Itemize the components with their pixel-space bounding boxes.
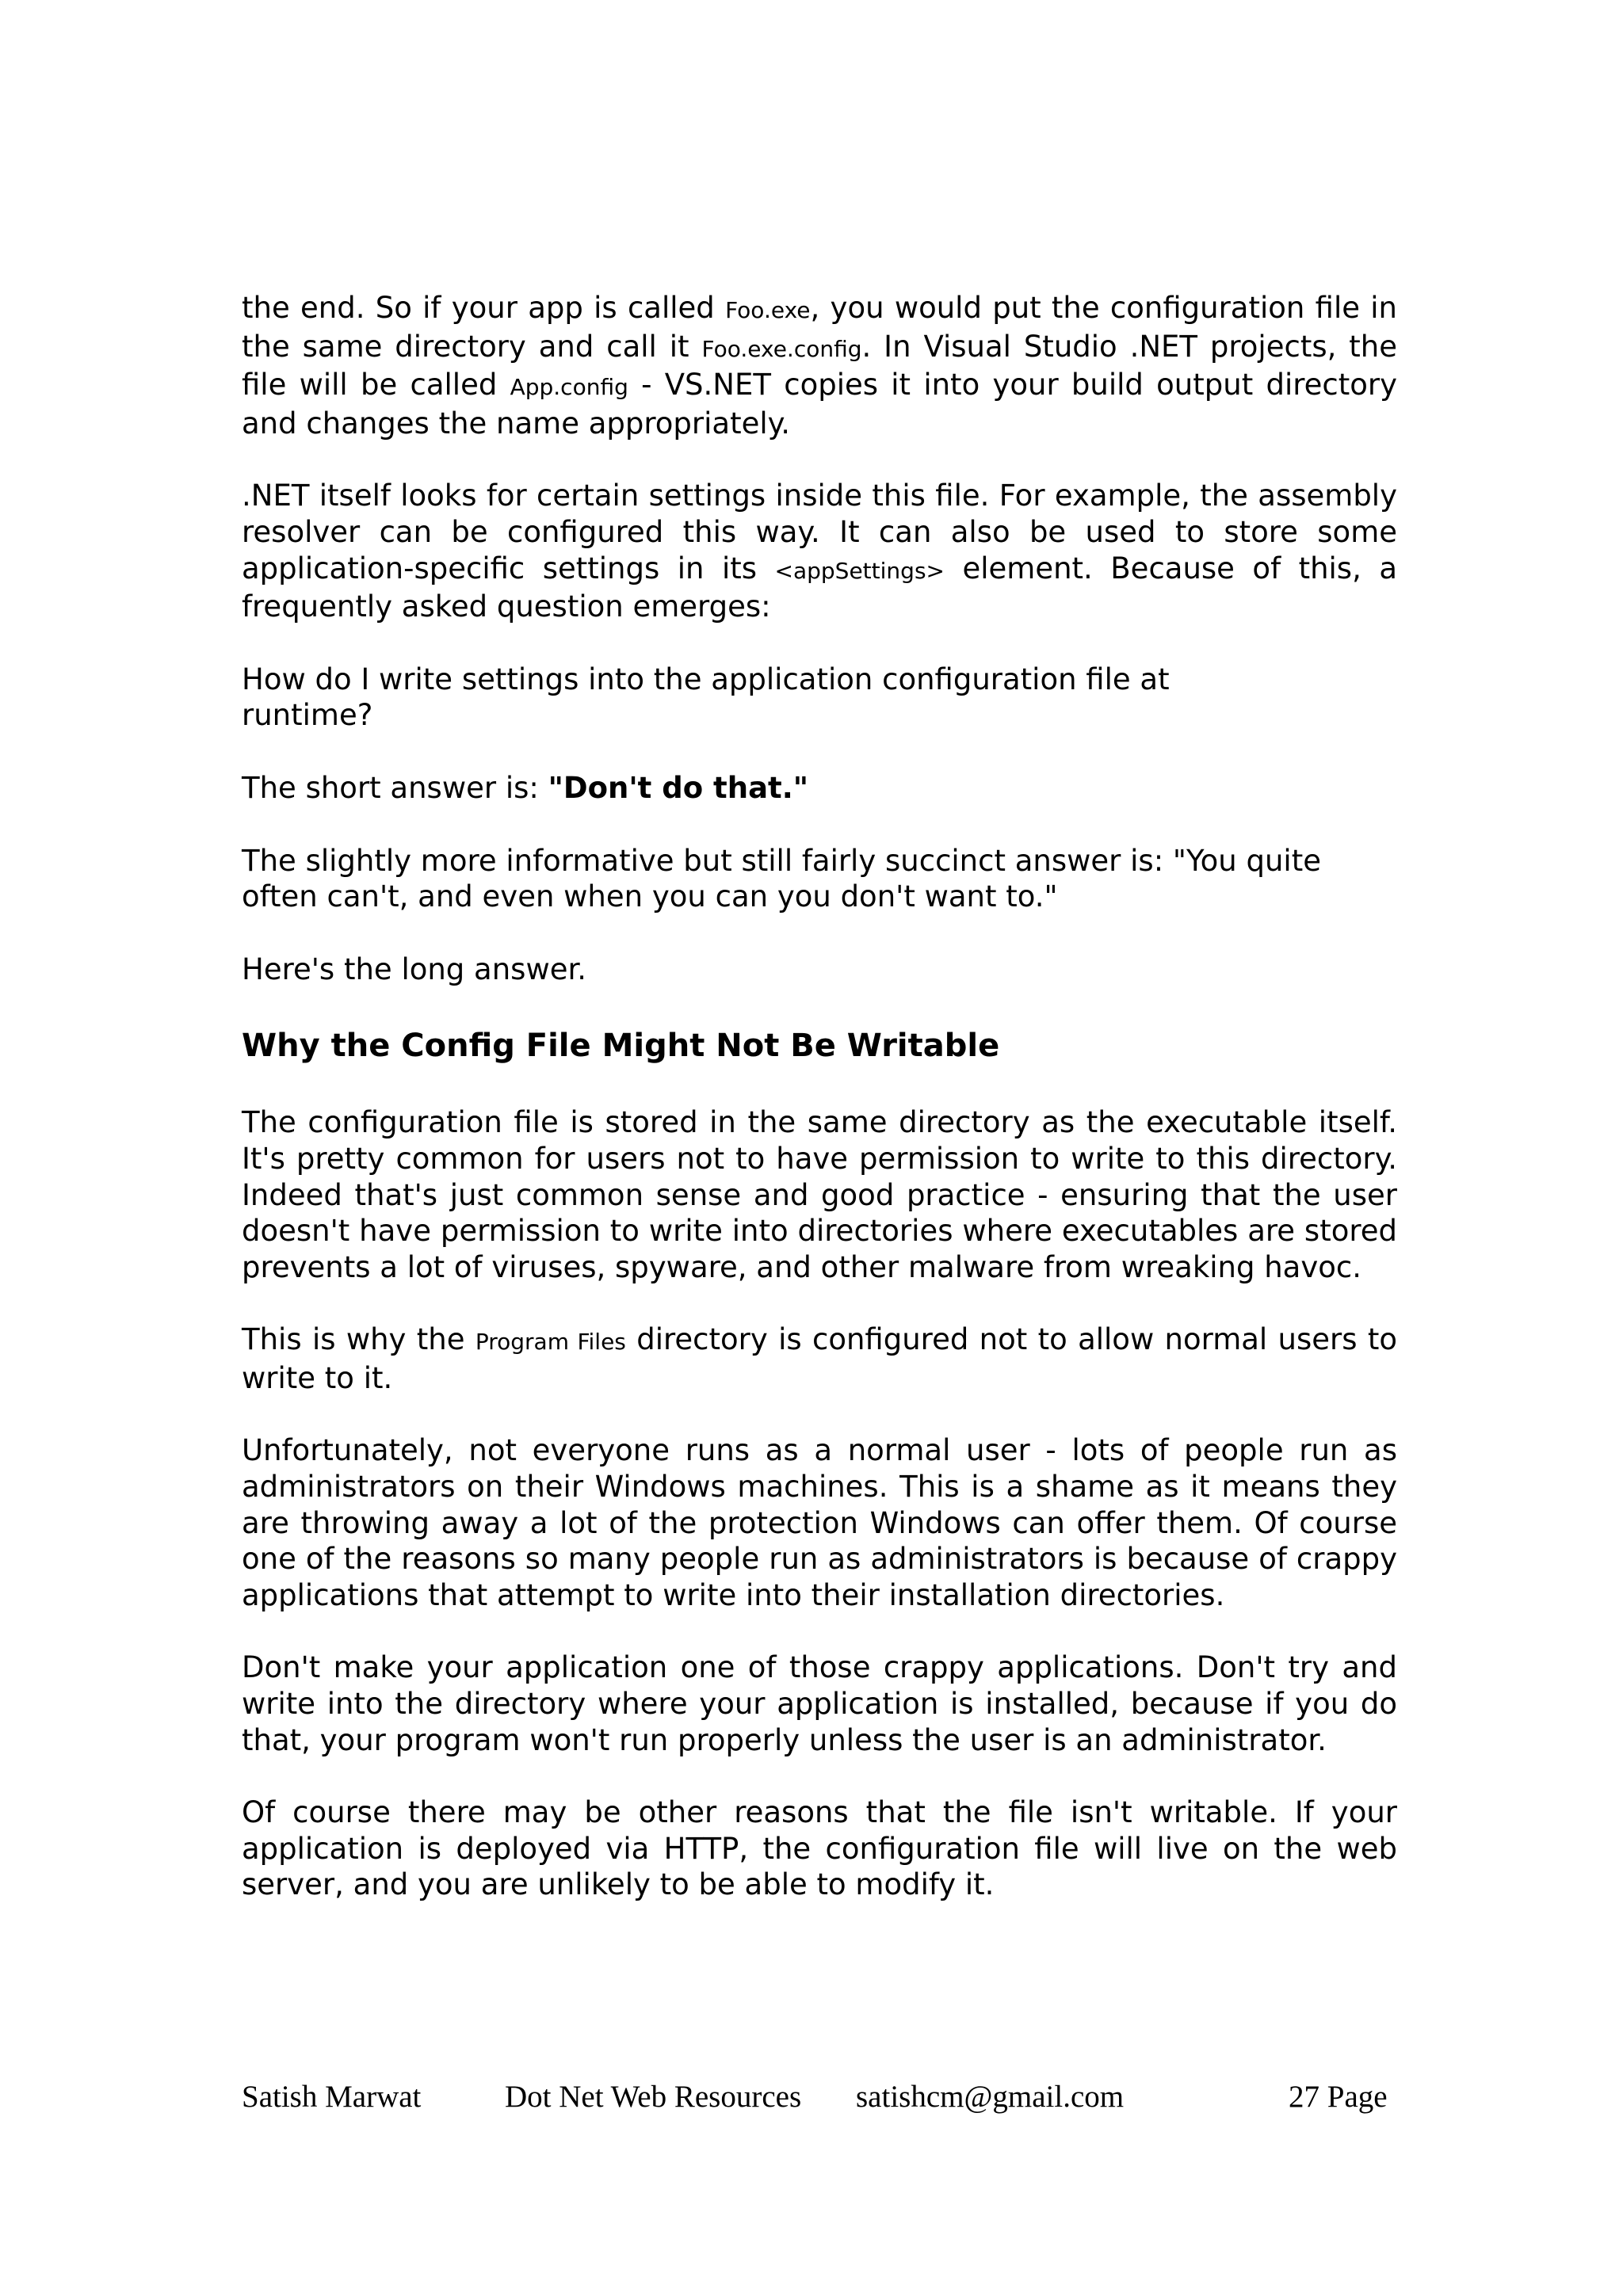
page-body	[242, 290, 1397, 1939]
paragraph-text: - VS.NET copies it into your build output directory and changes the name appropriately.	[242, 368, 1397, 441]
paragraph-text: element. Because of this, a frequently asked question emerges:	[242, 551, 1397, 624]
paragraph-text: directory is configured not to allow normal users to write to it.	[242, 1322, 1397, 1395]
inline-code-app-config: App.config	[510, 374, 628, 401]
paragraph-config-file-naming	[242, 290, 1397, 441]
paragraph-text: .NET itself looks for certain settings inside this file. For example, the assembly resolver can be configured this way. It can also be used to store some application-specific settings in its	[242, 479, 1397, 585]
paragraph-informative-answer	[242, 843, 1397, 915]
inline-code-foo-exe-config: Foo.exe.config	[701, 335, 862, 362]
inline-code-appsettings: <appSettings>	[774, 557, 945, 584]
paragraph-question	[242, 662, 1397, 734]
footer-page-number: 27 Page	[1289, 2080, 1388, 2114]
question-line-1: How do I write settings into the application configuration file at	[242, 662, 1170, 696]
inline-code-program-files: Program Files	[475, 1329, 626, 1356]
informative-line-1: The slightly more informative but still fairly succinct answer is: "You quite	[242, 843, 1321, 878]
paragraph-crappy-applications: Don't make your application one of those crappy applications. Don't try and write into the directory where your application is installed, because if you do that, your program won't run properly unless the user is an administrator.	[242, 1650, 1397, 1757]
paragraph-config-location: The configuration file is stored in the same directory as the executable itself. It's pretty common for users not to have permission to write to this directory. Indeed that's just common sense and good practice - ensuring that the user doesn't have permission to write into directories where executables are stored prevents a lot of viruses, spyware, and other malware from wreaking havoc.	[242, 1105, 1397, 1284]
paragraph-net-settings	[242, 478, 1397, 624]
question-line-2: runtime?	[242, 698, 373, 733]
paragraph-text: This is why the	[242, 1322, 475, 1357]
paragraph-text: . In Visual Studio .NET projects, the file will be called	[242, 329, 1398, 402]
paragraph-short-answer	[242, 770, 1397, 807]
inline-code-foo-exe: Foo.exe	[725, 297, 811, 323]
informative-line-2: often can't, and even when you can you don't want to."	[242, 879, 1058, 914]
paragraph-other-reasons: Of course there may be other reasons that the file isn't writable. If your application is deployed via HTTP, the configuration file will live on the web server, and you are unlikely to be able to modify it.	[242, 1795, 1397, 1902]
footer-email: satishcm@gmail.com	[856, 2080, 1125, 2114]
paragraph-text: , you would put the configuration file in the same directory and call it	[242, 291, 1397, 364]
footer-author: Satish Marwat	[242, 2080, 422, 2114]
paragraph-administrators: Unfortunately, not everyone runs as a normal user - lots of people run as administrators on their Windows machines. This is a shame as it means they are throwing away a lot of the protection Windows can offer them. Of course one of the reasons so many people run as administrators is because of crappy applications that attempt to write into their installation directories.	[242, 1433, 1397, 1612]
paragraph-long-answer: Here's the long answer.	[242, 952, 587, 986]
page-footer	[0, 2079, 1623, 2126]
section-heading: Why the Config File Might Not Be Writable	[242, 1028, 1000, 1065]
footer-site: Dot Net Web Resources	[505, 2080, 802, 2114]
paragraph-program-files	[242, 1322, 1397, 1396]
short-answer-prefix: The short answer is:	[242, 770, 548, 805]
short-answer-bold: "Don't do that."	[548, 770, 809, 805]
paragraph-text: the end. So if your app is called	[242, 291, 726, 325]
